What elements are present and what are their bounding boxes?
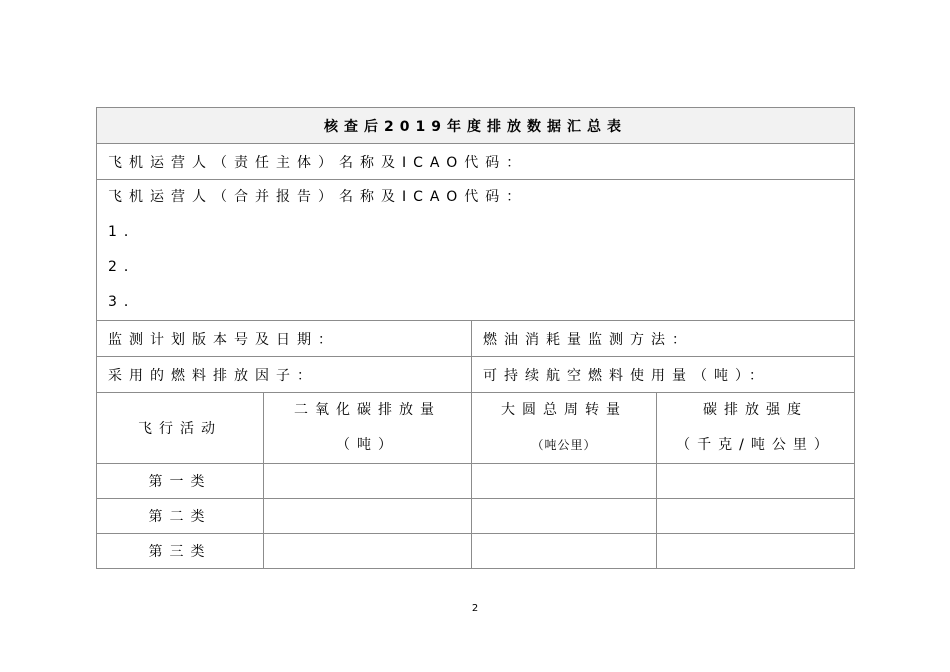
operator-responsible-label: 飞机运营人（责任主体）名称及ICAO代码： bbox=[97, 144, 855, 180]
monitoring-plan-label: 监测计划版本号及日期： bbox=[97, 321, 472, 357]
co2-cell bbox=[264, 534, 472, 569]
fuel-method-label: 燃油消耗量监测方法： bbox=[472, 321, 855, 357]
header-rtk bbox=[472, 393, 657, 464]
table-row bbox=[97, 534, 855, 569]
header-intensity bbox=[657, 393, 855, 464]
table-row bbox=[97, 499, 855, 534]
header-co2-unit: （吨） bbox=[336, 437, 399, 453]
header-co2-title: 二氧化碳排放量 bbox=[294, 402, 441, 418]
table-row bbox=[97, 464, 855, 499]
emission-factor-label: 采用的燃料排放因子： bbox=[97, 357, 472, 393]
saf-usage-label: 可持续航空燃料使用量（吨）： bbox=[472, 357, 855, 393]
intensity-cell bbox=[657, 464, 855, 499]
rtk-cell bbox=[472, 464, 657, 499]
merged-item-1: 1． bbox=[108, 224, 145, 240]
merged-item-2: 2． bbox=[108, 259, 145, 275]
page-number: 2 bbox=[471, 603, 479, 614]
header-rtk-unit: （吨公里） bbox=[531, 438, 597, 452]
header-rtk-title: 大圆总周转量 bbox=[501, 402, 627, 418]
table-title: 核查后2019年度排放数据汇总表 bbox=[97, 108, 855, 144]
rtk-cell bbox=[472, 534, 657, 569]
header-intensity-title: 碳排放强度 bbox=[703, 402, 809, 418]
header-activity: 飞行活动 bbox=[97, 393, 264, 464]
operator-merged-section bbox=[97, 180, 855, 321]
intensity-cell bbox=[657, 499, 855, 534]
merged-item-3: 3． bbox=[108, 294, 145, 310]
operator-merged-label: 飞机运营人（合并报告）名称及ICAO代码： bbox=[108, 189, 528, 205]
co2-cell bbox=[264, 464, 472, 499]
intensity-cell bbox=[657, 534, 855, 569]
category-2: 第二类 bbox=[97, 499, 264, 534]
category-1: 第一类 bbox=[97, 464, 264, 499]
header-intensity-unit: （千克/吨公里） bbox=[676, 437, 835, 453]
rtk-cell bbox=[472, 499, 657, 534]
emission-summary-table bbox=[96, 107, 855, 569]
header-co2 bbox=[264, 393, 472, 464]
category-3: 第三类 bbox=[97, 534, 264, 569]
co2-cell bbox=[264, 499, 472, 534]
